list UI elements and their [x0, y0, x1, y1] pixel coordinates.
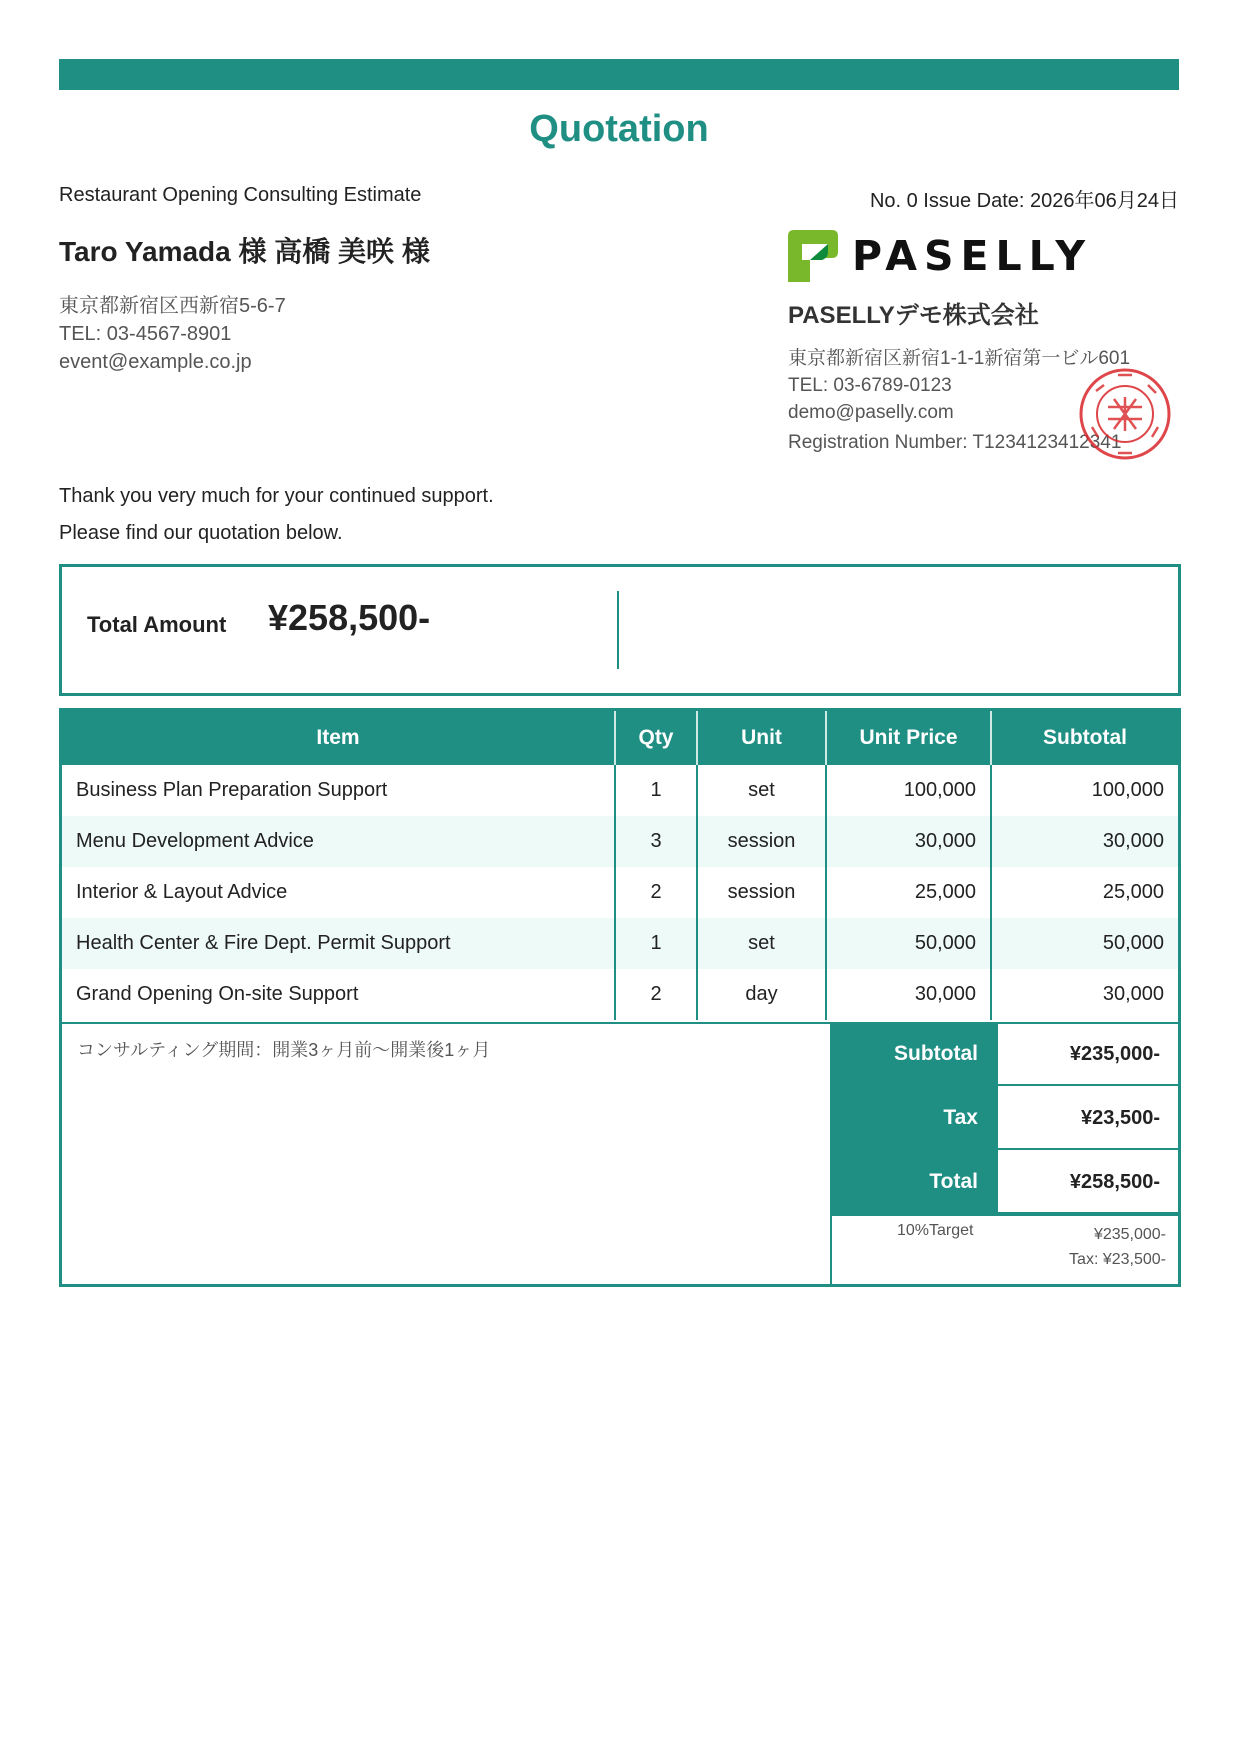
table-row	[62, 918, 1178, 969]
table-row	[62, 969, 1178, 1020]
header-accent-bar	[59, 59, 1179, 90]
cell-subtotal: 30,000	[991, 816, 1178, 867]
cell-unit-price: 30,000	[826, 816, 991, 867]
greeting-line-1: Thank you very much for your continued support.	[59, 485, 494, 507]
cell-unit-price: 30,000	[826, 969, 991, 1020]
summary-total-value: ¥258,500-	[996, 1150, 1180, 1214]
cell-unit: session	[697, 816, 826, 867]
total-amount-label: Total Amount	[87, 612, 227, 637]
company-name: PASELLYデモ株式会社	[788, 302, 1039, 329]
cell-subtotal: 25,000	[1102, 881, 1164, 903]
greeting	[59, 478, 494, 552]
company-logo-text: PASELLY	[852, 232, 1093, 280]
company-email: demo@paselly.com	[788, 402, 954, 423]
client-tel: TEL: 03-4567-8901	[59, 323, 232, 345]
summary-subtotal-label: Subtotal	[832, 1022, 996, 1086]
summary-subtotal-value: ¥235,000-	[996, 1022, 1180, 1086]
recipient-name: Taro Yamada 様 高橋 美咲 様	[59, 236, 430, 267]
cell-qty: 2	[615, 867, 697, 918]
header-item: Item	[62, 711, 615, 765]
table-row	[62, 816, 1178, 867]
table-row	[62, 867, 1178, 918]
summary-block	[830, 1022, 1180, 1284]
company-address: 東京都新宿区新宿1-1-1新宿第一ビル601	[788, 348, 1131, 369]
cell-item: Business Plan Preparation Support	[62, 765, 615, 816]
document-title: Quotation	[529, 108, 709, 150]
client-email: event@example.co.jp	[59, 351, 252, 373]
cell-subtotal: 30,000	[1102, 983, 1164, 1005]
cell-unit-price: 100,000	[826, 765, 991, 816]
cell-unit-price: 50,000	[826, 918, 991, 969]
total-amount-value: ¥258,500-	[268, 597, 431, 638]
summary-tax-label: Tax	[832, 1086, 996, 1150]
total-amount-box	[59, 564, 1181, 696]
summary-tax-row	[832, 1086, 1180, 1150]
company-seal-stamp	[1078, 367, 1172, 461]
cell-subtotal: 100,000	[1091, 779, 1164, 801]
registration-number: Registration Number: T1234123412341	[788, 432, 1122, 453]
table-header-row	[62, 711, 1178, 765]
items-table-frame	[59, 708, 1181, 1287]
items-table	[62, 711, 1178, 1020]
summary-subtotal-row	[832, 1022, 1180, 1086]
header-qty: Qty	[615, 711, 697, 765]
header-unit-price: Unit Price	[826, 711, 991, 765]
cell-unit: day	[697, 969, 826, 1020]
document-subject: Restaurant Opening Consulting Estimate	[59, 184, 422, 206]
summary-separator	[832, 1214, 1180, 1216]
tax-breakdown-target: ¥235,000-	[1093, 1226, 1166, 1243]
cell-unit-price: 25,000	[826, 867, 991, 918]
header-subtotal: Subtotal	[991, 711, 1178, 765]
cell-unit: set	[697, 918, 826, 969]
cell-unit: set	[697, 765, 826, 816]
cell-unit: session	[697, 867, 826, 918]
tax-breakdown-tax: Tax: ¥23,500-	[1069, 1251, 1166, 1268]
total-box-divider	[617, 591, 619, 669]
cell-qty: 1	[615, 765, 697, 816]
summary-total-row	[832, 1150, 1180, 1214]
consulting-period-note: コンサルティング期間：開業3ヶ月前〜開業後1ヶ月	[77, 1040, 491, 1060]
summary-total-label: Total	[832, 1150, 996, 1214]
cell-item: Health Center & Fire Dept. Permit Support	[62, 918, 615, 969]
cell-item: Menu Development Advice	[62, 816, 615, 867]
tax-breakdown-label: 10%Target	[897, 1222, 974, 1239]
header-unit: Unit	[697, 711, 826, 765]
company-tel: TEL: 03-6789-0123	[788, 375, 952, 396]
company-logo	[788, 230, 1092, 282]
cell-item: Grand Opening On-site Support	[62, 969, 615, 1020]
client-address: 東京都新宿区西新宿5-6-7	[59, 295, 286, 317]
table-row	[62, 765, 1178, 816]
paselly-leaf-icon	[788, 230, 838, 282]
cell-subtotal: 50,000	[991, 918, 1178, 969]
cell-qty: 2	[615, 969, 697, 1020]
tax-breakdown-values	[1069, 1222, 1166, 1272]
client-info	[59, 292, 286, 376]
summary-tax-value: ¥23,500-	[996, 1086, 1180, 1150]
cell-qty: 1	[615, 918, 697, 969]
cell-qty: 3	[615, 816, 697, 867]
issue-number-date: No. 0 Issue Date: 2026年06月24日	[869, 190, 1179, 212]
cell-item: Interior & Layout Advice	[62, 867, 615, 918]
greeting-line-2: Please find our quotation below.	[59, 522, 343, 544]
